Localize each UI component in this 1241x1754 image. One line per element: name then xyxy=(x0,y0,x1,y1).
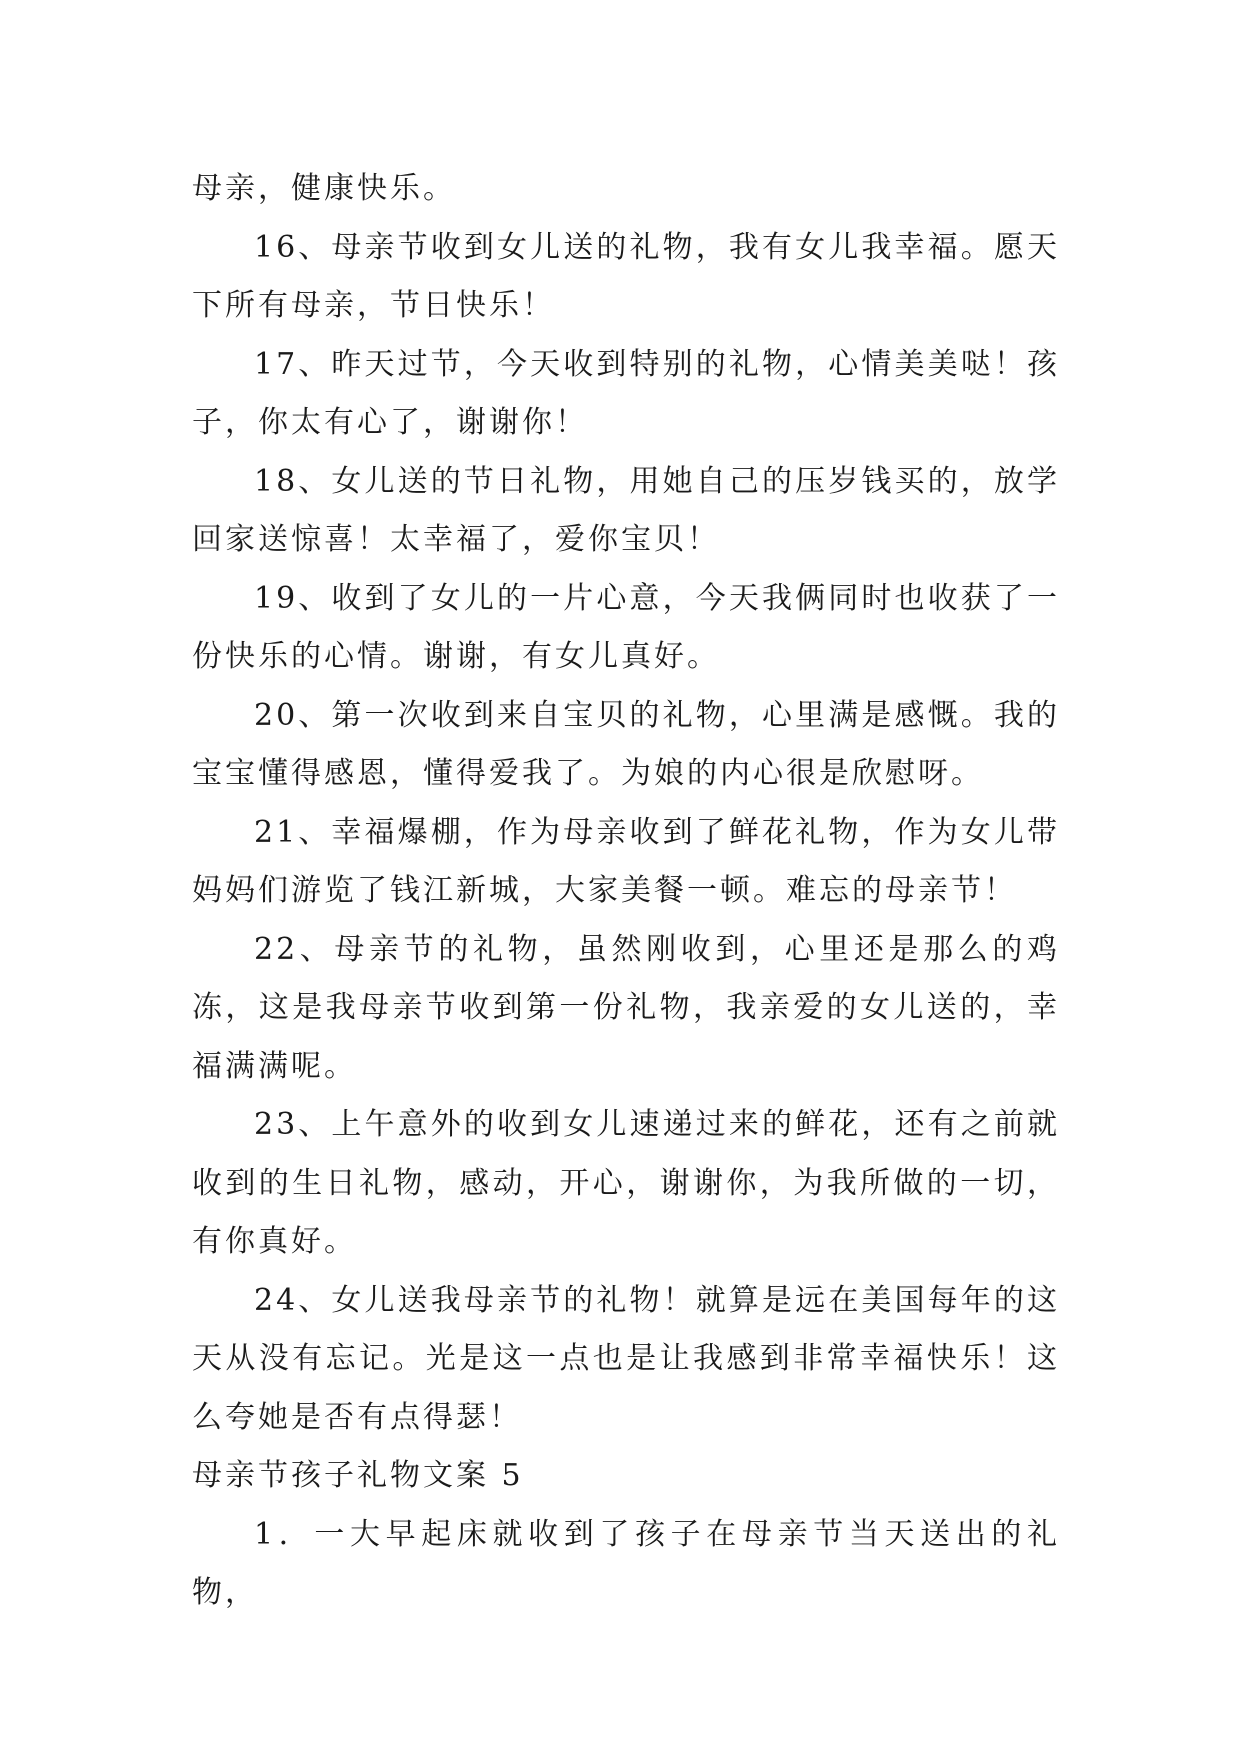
section-heading: 母亲节孩子礼物文案 5 xyxy=(192,1458,524,1493)
list-item-19: 19、收到了女儿的一片心意，今天我俩同时也收获了一份快乐的心情。谢谢，有女儿真好。 xyxy=(192,580,1060,674)
list-item-16: 16、母亲节收到女儿送的礼物，我有女儿我幸福。愿天下所有母亲，节日快乐！ xyxy=(192,229,1060,323)
list-item-18: 18、女儿送的节日礼物，用她自己的压岁钱买的，放学回家送惊喜！太幸福了，爱你宝贝！ xyxy=(192,463,1060,557)
list-item-24: 24、女儿送我母亲节的礼物！就算是远在美国每年的这天从没有忘记。光是这一点也是让我感到非常幸福快乐！这么夸她是否有点得瑟！ xyxy=(192,1282,1060,1435)
document-body xyxy=(192,160,1060,1623)
list-item-23: 23、上午意外的收到女儿速递过来的鲜花，还有之前就收到的生日礼物，感动，开心，谢谢你，为我所做的一切，有你真好。 xyxy=(192,1107,1060,1259)
list-item-21: 21、幸福爆棚，作为母亲收到了鲜花礼物，作为女儿带妈妈们游览了钱江新城，大家美餐一顿。难忘的母亲节！ xyxy=(192,814,1060,908)
list-item-20: 20、第一次收到来自宝贝的礼物，心里满是感慨。我的宝宝懂得感恩，懂得爱我了。为娘的内心很是欣慰呀。 xyxy=(192,697,1060,791)
list-item-17: 17、昨天过节，今天收到特别的礼物，心情美美哒！孩子，你太有心了，谢谢你！ xyxy=(192,346,1060,440)
section-list-item-1: 1．一大早起床就收到了孩子在母亲节当天送出的礼物， xyxy=(192,1516,1060,1610)
list-item-22: 22、母亲节的礼物，虽然刚收到，心里还是那么的鸡冻，这是我母亲节收到第一份礼物，我亲爱的女儿送的，幸福满满呢。 xyxy=(192,931,1060,1084)
continuation-paragraph: 母亲，健康快乐。 xyxy=(192,171,456,206)
